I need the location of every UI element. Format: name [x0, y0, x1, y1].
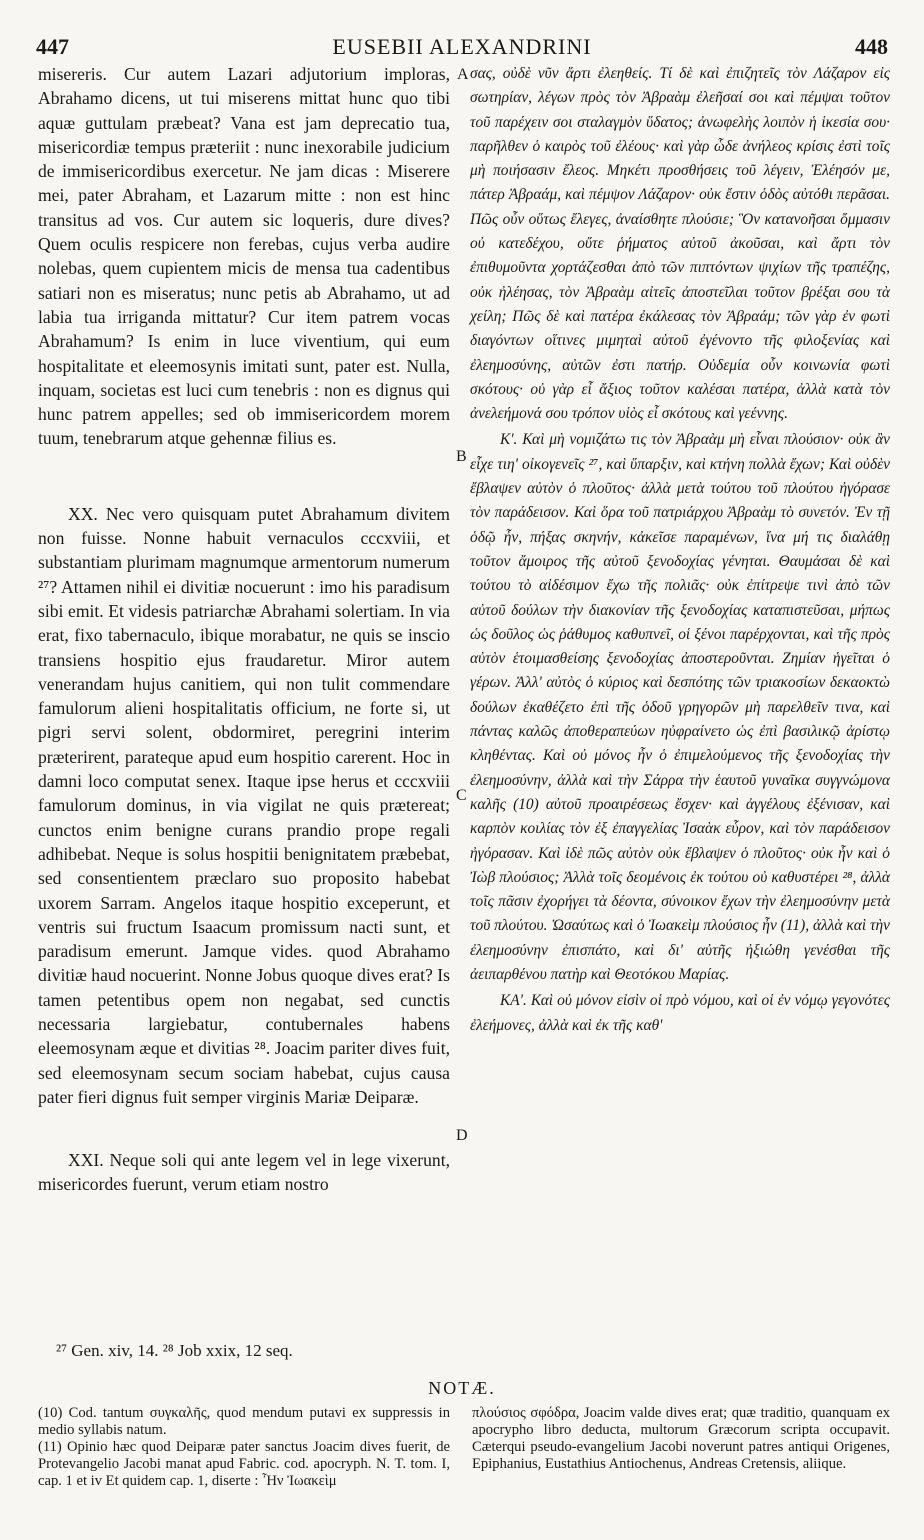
- margin-letter-a: A: [457, 66, 469, 83]
- notes-right-column: [472, 1405, 890, 1473]
- notes-left-column: [38, 1405, 450, 1490]
- margin-letter-d: D: [456, 1127, 468, 1144]
- greek-paragraph: Κ'. Καὶ μὴ νομιζάτω τις τὸν Ἀβραὰμ μὴ εἶναι πλούσιον· οὐκ ἂν εἶχε τιη' οἰκογενεῖς ²⁷, καὶ ὕπαρξιν, καὶ κτήνη πολλὰ ἔχων; Καὶ οὐδὲν ἔβλαψεν αὐτὸν ὁ πλοῦτος· ἀλλὰ μετὰ τούτου τοῦ πλούτου ἠγόρασε τὸν παράδεισον. Καὶ ὅρα τοῦ πατριάρχου Ἀβραὰμ τὸ συνετόν. Ἐν τῇ ὁδῷ ἦν, πήξας σκηνήν, κἀκεῖσε παραμένων, ἵνα μή τις διαλάθῃ τοῦτον ἄμοιρος τῆς αὐτοῦ ξενοδοχίας γένηται. Θαυμάσαι δὲ καὶ τούτου τὸ αἰδέσιμον ἔχω τῆς πολιᾶς· οὐκ ἐπίτρεψε τινὶ ἀπὸ τῶν αὐτοῦ δούλων τὴν διακονίαν τῆς ξενοδοχίας καταπιστεῦσαι, μήπως ὡς δοῦλος ὡς ῥάθυμος καθυπνεῖ, οἱ ξένοι παρέρχονται, καὶ τῆς πρὸς αὐτὸν ἑτοιμασθείσης ξενοδοχίας ἀποστεροῦνται. Ζημίαν ἡγεῖται ὁ γέρων. Ἀλλ' αὐτὸς ὁ κύριος καὶ δεσπότης τῶν τριακοσίων δεκαοκτὼ δούλων ἐκαθέζετο ἐπὶ τῆς ὁδοῦ γρηγορῶν μὴ παρελθεῖν τινα, καὶ πάντας καλῶς ἀποθεραπεύων ηὐφραίνετο ὡς ἐπὶ βασιλικῷ ἀρίστῳ κληθέντας. Καὶ οὐ μόνος ἦν ὁ ἐπιμελούμενος τῆς ξενοδοχίας τὴν ἐλεημοσύνην, ἀλλὰ καὶ τὴν Σάρρα τὴν ἑαυτοῦ γυναῖκα συγγνώμονα καλῆς (10) αὐτοῦ προαιρέσεως ἔσχεν· καὶ ἀγγέλους ἐξένισαν, καὶ καρπὸν κοιλίας τὸν ἐξ ἐπαγγελίας Ἰσαὰκ εὗρον, καὶ τὸν παράδεισον ἠγόρασαν. Καὶ ἰδὲ πῶς αὐτὸν οὐκ ἔβλαψεν ὁ πλοῦτος· οὐκ ἦν καὶ ὁ Ἰὼβ πλούσιος; Ἀλλὰ τοῖς δεομένοις ἐκ τούτου οὐ καθυστέρει ²⁸, ἀλλὰ τοῖς πᾶσιν ἐχορήγει τὰ δέοντα, σύνοικον ἔχων τὴν ἐλεημοσύνην μετὰ τοῦ πλούτου. Ὡσαύτως καὶ ὁ Ἰωακεὶμ πλούσιος ἦν (11), ἀλλὰ καὶ τὴν ἐλεημοσύνην ἐπισπάτο, καὶ δι' αὐτῆς ἠξιώθη γενέσθαι τῆς ἀειπαρθένου πατὴρ καὶ Θεοτόκου Μαρίας.: [470, 431, 890, 983]
- page-header: [36, 34, 888, 64]
- greek-paragraph: ΚΑ'. Καὶ οὐ μόνον εἰσὶν οἱ πρὸ νόμου, καὶ οἱ ἐν νόμῳ γεγονότες ἐλεήμονες, ἀλλὰ καὶ ἐκ τῆς καθ': [470, 992, 890, 1034]
- latin-column: [38, 62, 450, 1197]
- greek-paragraph: σας, οὐδὲ νῦν ἄρτι ἐλεηθείς. Τί δὲ καὶ ἐπιζητεῖς τὸν Λάζαρον εἰς σωτηρίαν, λέγων πρὸς τὸν Ἀβραὰμ ἐλεῆσαί σοι καὶ πέμψαι τοῦτον τοῦ παρέχειν σοι σταλαγμὸν ὕδατος; ἀνωφελὴς λοιπὸν ἡ ἱκεσία σου· παρῆλθεν ὁ καιρὸς τοῦ ἐλέους· καὶ γὰρ ὧδε ἀνήλεος κρίσις ἐστὶ τοῖς μὴ ποιήσασιν ἔλεος. Μηκέτι προσθήσεις τοῦ λέγειν, Ἐλέησόν με, πάτερ Ἀβραάμ, καὶ πέμψον Λάζαρον· οὐκ ἔστιν ὁδὸς αὐτόθι περᾶσαι. Πῶς οὖν οὕτως ἔλεγες, ἀναίσθητε πλούσιε; Ὃν κατανοῆσαι ὄμμασιν οὐ κατεδέχου, οὔτε ῥήματος αὐτοῦ ἀκοῦσαι, καὶ ἄρτι τὸν ἐπιθυμοῦντα χορτάζεσθαι ἀπὸ τῶν πιπτόντων ψιχίων τῆς τραπέζης, οὐκ ἠλέησας, τὸν Ἀβραὰμ αἰτεῖς ἀποστεῖλαι τοῦτον βρέξαι σου τὰ χείλη; Πῶς δὲ καὶ πατέρα ἐκάλεσας τὸν Ἀβραάμ; τῶν γὰρ ἐν φωτὶ διαγόντων οἵτινες μιμηταὶ αὐτοῦ ἐγένοντο τῆς φιλοξενίας καὶ ἐλεημοσύνης, αὐτῶν ἐστι πατήρ. Οὐδεμία οὖν κοινωνία φωτὶ σκότους· οὐ γὰρ εἶ ἄξιος τοῦτον καλέσαι πατέρα, ἀλλὰ κατὰ τὸν ἀνελεήμονά σου τρόπον υἱὸς εἶ σκότους καὶ γεέννης.: [470, 65, 890, 423]
- footnote-references: ²⁷ Gen. xiv, 14. ²⁸ Job xxix, 12 seq.: [56, 1341, 293, 1360]
- running-title: EUSEBII ALEXANDRINI: [332, 34, 592, 59]
- latin-paragraph: misereris. Cur autem Lazari adjutorium imploras, Abrahamo dicens, ut tui miserens mittat hunc quo tibi aquæ guttulam præbeat? Vana est jam deprecatio tua, misericordiæ tempus præteriit : nunc inexorabile judicium de immisericordibus exercetur. Ne jam dicas : Miserere mei, pater Abraham, et Lazarum mitte : non est hinc transitus ad vos. Cur autem sic loqueris, dure dives? Quem oculis respicere non ferebas, cujus verba audire nolebas, quem cupientem micis de mensa tua cadentibus satiari non es miseratus; nunc petis ab Abrahamo, ut ad labia tua irriganda mittatur? Cur item patrem vocas Abrahamum? Is enim in luce viventium, qui eum hospitalitate et eleemosynis imitati sunt, pater est. Nulla, inquam, societas est luci cum tenebris : non es dignus qui hunc patrem appelles; sed ob immisericordem morem tuum, tenebrarum atque gehennæ filius es.: [38, 64, 450, 449]
- latin-paragraph: XXI. Neque soli qui ante legem vel in lege vixerunt, misericordes fuerunt, verum etiam nostro: [38, 1150, 450, 1195]
- page-number-left: 447: [36, 34, 69, 59]
- note-item: πλούσιος σφόδρα, Joacim valde dives erat; quæ traditio, quanquam ex apocrypho libro deducta, multorum Græcorum scripta occupavit. Cæterqui pseudo-evangelium Jacobi noverunt patres antiqui Origenes, Epiphanius, Eustathius Antiochenus, Andreas Cretensis, aliique.: [472, 1405, 890, 1472]
- margin-letter-b: B: [456, 448, 467, 465]
- note-item: (11) Opinio hæc quod Deiparæ pater sanctus Joacim dives fuerit, de Protevangelio Jacobi manat apud Fabric. cod. apocryph. N. T. tom. I, cap. 1 et iv Et quidem cap. 1, diserte : Ἦν Ἰωακεὶμ: [38, 1439, 450, 1489]
- latin-paragraph: XX. Nec vero quisquam putet Abrahamum divitem non fuisse. Nonne habuit vernaculos cccxviii, et substantiam plurimam magnumque armentorum numerum ²⁷? Attamen nihil ei divitiæ nocuerunt : imo his paradisum sibi emit. Et videsis patriarchæ Abrahami solertiam. In via erat, fixo tabernaculo, ibique morabatur, ne quis se inscio transiens hospitio ejus fraudaretur. Miror autem venerandam hujus canitiem, qui non tulit commendare famulorum alieni hospitalitatis officium, ne forte si, ut pigri servi solent, obdormiret, peregrini interim præterirent, parateque apud eum hospitio carerent. Hoc in damni loco computat senex. Itaque ipse herus et cccxviii famulorum dominus, in via vigilat ne quis prætereat; cunctos enim benigne curans prandio prope regali adhibebat. Neque is solus hospitii benignitatem præbebat, sed consentientem præclaro suo proposito habebat uxorem Sarram. Angelos itaque hospitio exceperunt, et ventris sui fructum Isaacum promissum nacti sunt, et paradisum emerunt. Jamque vides. quod Abrahamo divitiæ haud nocuerint. Nonne Jobus quoque dives erat? Is tamen petentibus opem non negabat, sed cunctis necessaria largiebatur, contubernales habens eleemosynam æque et divitias ²⁸. Joacim pariter dives fuit, sed eleemosynam secum sociam habebat, cujus causa pater fieri dignus fuit semper virginis Mariæ Deiparæ.: [38, 503, 450, 1107]
- notes-heading: NOTÆ.: [428, 1378, 496, 1398]
- note-item: (10) Cod. tantum συγκαλῆς, quod mendum putavi ex suppressis in medio syllabis natum.: [38, 1405, 450, 1438]
- page-number-right: 448: [855, 34, 888, 59]
- margin-letter-c: C: [456, 787, 467, 804]
- greek-column: [470, 62, 890, 1038]
